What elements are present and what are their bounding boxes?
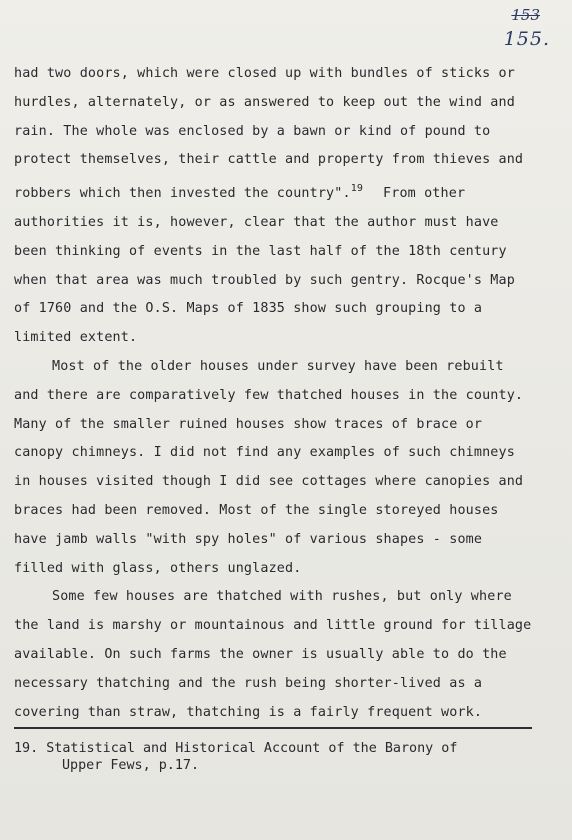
text-line: of 1760 and the O.S. Maps of 1835 show such grouping to a [14,301,483,317]
paragraph-start-line: Some few houses are thatched with rushes, but only where [52,589,512,605]
text-line: limited extent. [14,330,138,346]
text-line: covering than straw, thatching is a fairly frequent work. [14,704,483,720]
text-line: had two doors, which were closed up with bundles of sticks or [14,66,515,81]
page-number [504,6,550,50]
text-line: hurdles, alternately, or as answered to keep out the wind and [14,94,515,110]
text-line: protect themselves, their cattle and property from thieves and [14,152,524,168]
text-line: braces had been removed. Most of the single storeyed houses [14,502,499,518]
text-line: canopy chimneys. I did not find any examples of such chimneys [14,445,515,461]
text-line: necessary thatching and the rush being shorter-lived as a [14,675,483,691]
text-segment: robbers which then invested the country". [14,186,351,202]
current-page-number: 155. [503,28,550,50]
footnote-divider [14,727,532,729]
text-line: rain. The whole was enclosed by a bawn or kind of pound to [14,123,491,139]
text-line: have jamb walls "with spy holes" of various shapes - some [14,531,483,547]
footnote-number: 19. [14,741,39,756]
text-line: when that area was much troubled by such gentry. Rocque's Map [14,272,515,288]
footnote-line: Upper Fews, p.17. [62,758,200,773]
text-line: filled with glass, others unglazed. [14,560,302,576]
footnote-reference: 19 [350,183,364,195]
text-line-with-footnote-ref [14,175,554,209]
text-line: been thinking of events in the last half of the 18th century [14,243,507,259]
paragraph-start-line: Most of the older houses under survey have been rebuilt [52,358,504,374]
text-line: Many of the smaller ruined houses show traces of brace or [14,416,483,432]
struck-page-number: 153 [511,6,540,24]
text-segment: From other [383,186,466,202]
text-line: authorities it is, however, clear that the author must have [14,214,499,230]
text-line: and there are comparatively few thatched houses in the county. [14,387,524,403]
footnote-text: Statistical and Historical Account of the Barony of [46,741,458,756]
body-text [14,60,554,727]
text-line: the land is marshy or mountainous and little ground for tillage [14,618,532,634]
footnote-line [14,740,554,757]
footnote [14,740,554,774]
text-line: available. On such farms the owner is usually able to do the [14,646,507,662]
text-line: in houses visited though I did see cottages where canopies and [14,474,524,490]
